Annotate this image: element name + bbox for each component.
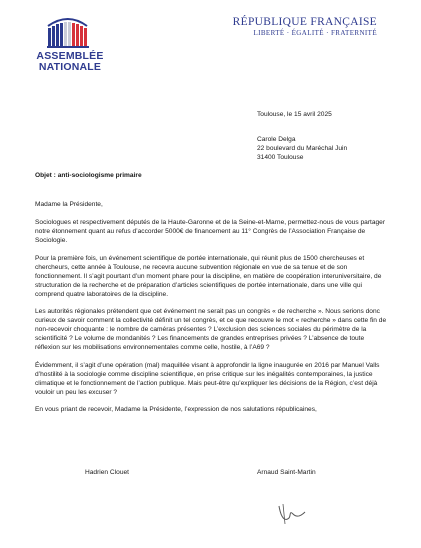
republic-header: [233, 16, 377, 37]
closing-line: En vous priant de recevoir, Madame la Présidente, l’expression de nos salutations républicaines,: [35, 406, 317, 413]
signer-right-name: Arnaud Saint-Martin: [257, 469, 316, 476]
paragraph-2: Pour la première fois, un événement scientifique de portée internationale, qui réunit plus de 1500 chercheuses et chercheurs, cette année à Toulouse, ne recevra aucune subvention régionale en vue de sa tenue et de son fonctionnement. Il s’agit pourtant d’un moment phare pour la discipline, en matière de coopération interuniversitaire, de structuration de la recherche et de préparation d’articles scientifiques de portée internationale, dans une ville qui comprend quatre laboratoires de la discipline.: [35, 254, 382, 298]
assemblee-logo: [30, 14, 110, 73]
recipient-city: 31400 Toulouse: [257, 154, 304, 161]
salutation: Madame la Présidente,: [35, 201, 103, 208]
signer-left-name: Hadrien Clouet: [85, 469, 129, 476]
paragraph-1: Sociologues et respectivement députés de la Haute-Garonne et de la Seine-et-Marne, permettez-nous de vous partager notre étonnement quant au refus d’accorder 5000€ de financement au 11° Congrès de l’Association Française de Sociologie.: [35, 219, 386, 244]
letter-body: [35, 200, 390, 423]
subject-line: Objet : anti-sociologisme primaire: [35, 172, 142, 179]
recipient-name: Carole Delga: [257, 136, 296, 143]
republic-motto: LIBERTÉ · ÉGALITÉ · FRATERNITÉ: [253, 29, 377, 37]
paragraph-3: Les autorités régionales prétendent que cet événement ne serait pas un congrès « de recherche ». Nous serions donc curieux de savoir comment la collectivité définit un tel congrès, et ce que recouvre le mot « recherche » dans cette fin de non-recevoir choquante : le nombre de caméras présentes ? L’exclusion des sciences sociales du périmètre de la scientificité ? Le volume de mondanités ? Les financements de grandes entreprises privées ? L’absence de toute réflexion sur les mobilisations environnementales comme celle, hostile, à l’A69 ?: [35, 308, 387, 351]
org-name-line2: NATIONALE: [38, 61, 102, 73]
date-line: Toulouse, le 15 avril 2025: [257, 111, 332, 118]
signature-block: [35, 468, 390, 538]
org-name-line1: ASSEMBLÉE: [36, 50, 104, 62]
recipient-address: [257, 135, 347, 162]
paragraph-4: Évidemment, il s’agit d’une opération (mal) maquillée visant à approfondir la ligne inaugurée en 2016 par Manuel Valls d’hostilité à la sociologie comme discipline scientifique, en prise critique sur les inégalités contemporaines, la justice climatique et le fonctionnement de l’action publique. Mais peut-être qu’expliquer les décisions de la Région, c’est déjà vouloir un peu les excuser ?: [35, 361, 380, 396]
handwritten-signature-icon: [271, 488, 311, 528]
republic-title: RÉPUBLIQUE FRANÇAISE: [232, 16, 377, 28]
hemicycle-icon: [46, 14, 90, 48]
recipient-street: 22 boulevard du Maréchal Juin: [257, 145, 348, 152]
